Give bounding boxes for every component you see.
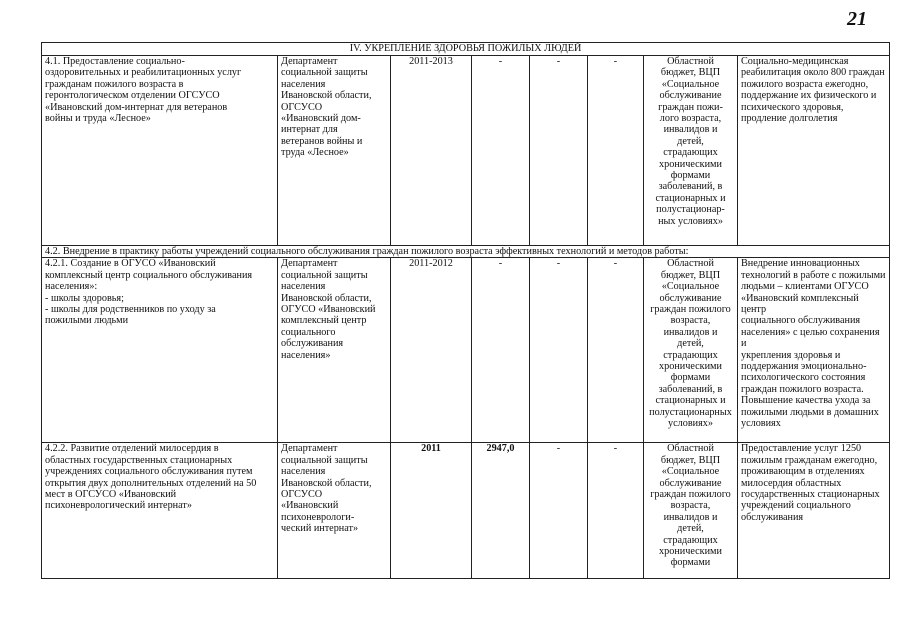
source-cell: Областной бюджет, ВЦП «Социальное обслуживание граждан пожи- лого возраста, инвалидов и детей, страдающих хроническими формами заболеваний, в стационарных и полустационар- ных условиях» <box>644 56 738 246</box>
col5-cell: - <box>530 258 588 443</box>
section-header-row <box>42 43 890 56</box>
executor-cell: Департамент социальной защиты населения Ивановской области, ОГСУСО «Ивановский дом- интернат для ветеранов войны и труда «Лесное» <box>278 56 391 246</box>
col6-cell: - <box>588 443 644 579</box>
result-cell: Предоставление услуг 1250 пожилым гражданам ежегодно, проживающим в отделениях милосердия областных государственных стационарных учреждений социального обслуживания <box>738 443 890 579</box>
amount-cell: - <box>472 56 530 246</box>
subsection-title: 4.2. Внедрение в практику работы учреждений социального обслуживания граждан пожилого возраста эффективных технологий и методов работы: <box>42 246 890 258</box>
page-number: 21 <box>847 8 867 30</box>
executor-cell: Департамент социальной защиты населения Ивановской области, ОГУСО «Ивановский комплексный центр социального обслуживания населения» <box>278 258 391 443</box>
result-cell: Социально-медицинская реабилитация около 800 граждан пожилого возраста ежегодно, поддержание их физического и психического здоровья, продление долголетия <box>738 56 890 246</box>
measure-cell: 4.2.1. Создание в ОГУСО «Ивановский комплексный центр социального обслуживания населения»: - школы здоровья; - школы для родственников по уходу за пожилыми людьми <box>42 258 278 443</box>
col6-cell: - <box>588 258 644 443</box>
amount-cell: 2947,0 <box>472 443 530 579</box>
col5-cell: - <box>530 443 588 579</box>
measure-cell: 4.2.2. Развитие отделений милосердия в областных государственных стационарных учреждениях социального обслуживания путем открытия двух дополнительных отделений на 50 мест в ОГСУСО «Ивановский психоневрологический интернат» <box>42 443 278 579</box>
col5-cell: - <box>530 56 588 246</box>
table-row <box>42 258 890 443</box>
period-cell: 2011-2012 <box>391 258 472 443</box>
subsection-header-row <box>42 246 890 258</box>
source-cell: Областной бюджет, ВЦП «Социальное обслуживание граждан пожилого возраста, инвалидов и детей, страдающих хроническими формами заболеваний, в стационарных и полустационарных условиях» <box>644 258 738 443</box>
period-cell: 2011-2013 <box>391 56 472 246</box>
table-row <box>42 56 890 246</box>
measure-cell: 4.1. Предоставление социально- оздоровительных и реабилитационных услуг гражданам пожилого возраста в геронтологическом отделении ОГСУСО «Ивановский дом-интернат для ветеранов войны и труда «Лесное» <box>42 56 278 246</box>
amount-cell: - <box>472 258 530 443</box>
section-title: IV. УКРЕПЛЕНИЕ ЗДОРОВЬЯ ПОЖИЛЫХ ЛЮДЕЙ <box>42 43 890 56</box>
period-cell: 2011 <box>391 443 472 579</box>
executor-cell: Департамент социальной защиты населения Ивановской области, ОГСУСО «Ивановский психоневрологи- ческий интернат» <box>278 443 391 579</box>
col6-cell: - <box>588 56 644 246</box>
program-table <box>41 42 890 579</box>
result-cell: Внедрение инновационных технологий в работе с пожилыми людьми – клиентами ОГУСО «Ивановский комплексный центр социального обслуживания населения» с целью сохранения и укрепления здоровья и поддержания эмоционально- психологического состояния граждан пожилого возраста. Повышение качества ухода за пожилыми людьми в домашних условиях <box>738 258 890 443</box>
source-cell: Областной бюджет, ВЦП «Социальное обслуживание граждан пожилого возраста, инвалидов и детей, страдающих хроническими формами <box>644 443 738 579</box>
table-row <box>42 443 890 579</box>
